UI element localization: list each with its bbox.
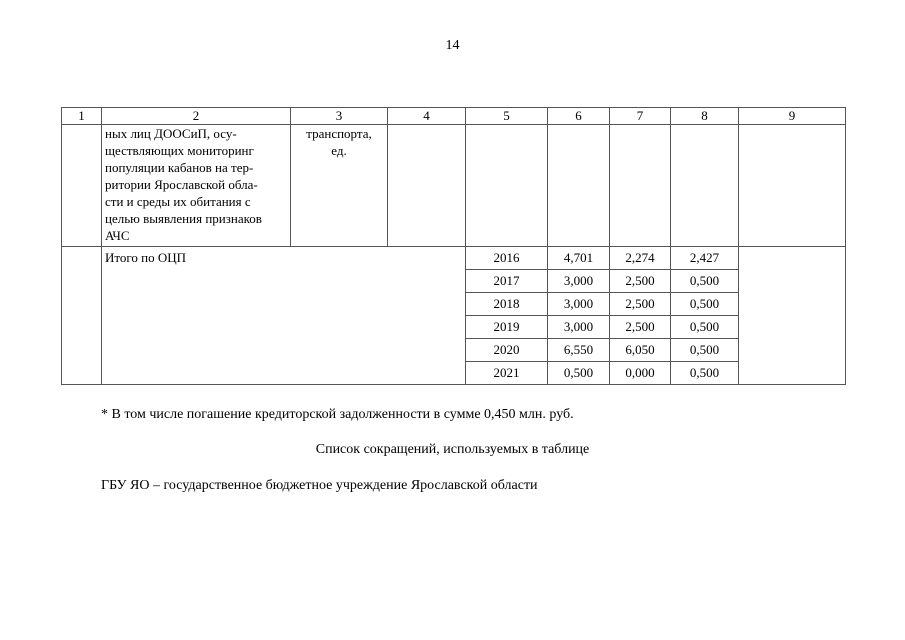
table-cell — [548, 125, 610, 247]
data-table — [61, 107, 846, 385]
value-cell: 3,000 — [548, 270, 610, 293]
value-cell: 0,500 — [671, 270, 739, 293]
page-number: 14 — [445, 38, 460, 53]
value-cell: 2,500 — [610, 270, 671, 293]
value-cell: 4,701 — [548, 247, 610, 270]
header-cell: 8 — [671, 108, 739, 125]
total-label: Итого по ОЦП — [102, 247, 466, 385]
header-cell: 4 — [388, 108, 466, 125]
header-cell: 9 — [739, 108, 846, 125]
year-cell: 2018 — [466, 293, 548, 316]
value-cell: 0,000 — [610, 362, 671, 385]
value-cell: 2,274 — [610, 247, 671, 270]
header-cell: 5 — [466, 108, 548, 125]
table-row — [62, 247, 846, 270]
table-cell — [62, 247, 102, 385]
table-cell — [739, 125, 846, 247]
value-cell: 0,500 — [548, 362, 610, 385]
table-cell — [610, 125, 671, 247]
header-cell: 6 — [548, 108, 610, 125]
abbreviations-title: Список сокращений, используемых в таблице — [315, 442, 590, 457]
value-cell: 0,500 — [671, 362, 739, 385]
value-cell: 2,500 — [610, 316, 671, 339]
table-cell — [671, 125, 739, 247]
table-cell — [388, 125, 466, 247]
header-cell: 2 — [102, 108, 291, 125]
value-cell: 0,500 — [671, 316, 739, 339]
year-cell: 2019 — [466, 316, 548, 339]
table-cell — [739, 247, 846, 385]
header-cell: 7 — [610, 108, 671, 125]
year-cell: 2020 — [466, 339, 548, 362]
value-cell: 2,427 — [671, 247, 739, 270]
table-cell — [62, 125, 102, 247]
value-cell: 3,000 — [548, 316, 610, 339]
value-cell: 6,550 — [548, 339, 610, 362]
value-cell: 0,500 — [671, 339, 739, 362]
header-cell: 3 — [291, 108, 388, 125]
year-cell: 2021 — [466, 362, 548, 385]
year-cell: 2016 — [466, 247, 548, 270]
value-cell: 6,050 — [610, 339, 671, 362]
footnote: * В том числе погашение кредиторской задолженности в сумме 0,450 млн. руб. — [101, 407, 574, 422]
abbreviation-item: ГБУ ЯО – государственное бюджетное учреждение Ярославской области — [101, 478, 538, 493]
value-cell: 0,500 — [671, 293, 739, 316]
header-cell: 1 — [62, 108, 102, 125]
year-cell: 2017 — [466, 270, 548, 293]
value-cell: 3,000 — [548, 293, 610, 316]
unit-cell: транспорта, ед. — [291, 125, 388, 247]
value-cell: 2,500 — [610, 293, 671, 316]
table-header-row — [62, 108, 846, 125]
indicator-description: ных лиц ДООСиП, осу- ществляющих мониторинг популяции кабанов на тер- ритории Ярославской обла- сти и среды их обитания с целью выявления признаков АЧС — [102, 125, 291, 247]
table-row — [62, 125, 846, 247]
table-cell — [466, 125, 548, 247]
